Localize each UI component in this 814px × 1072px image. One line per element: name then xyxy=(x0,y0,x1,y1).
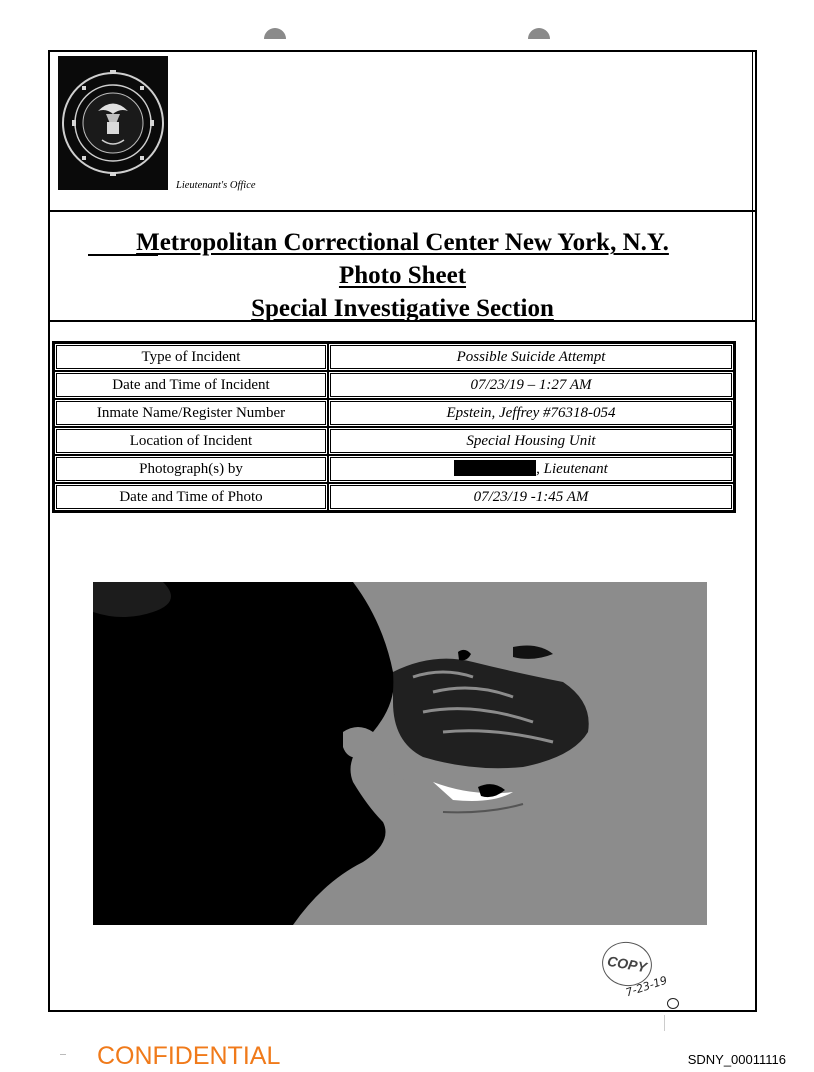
scan-mark xyxy=(664,1015,665,1031)
table-row xyxy=(54,483,734,511)
table-row xyxy=(54,455,734,483)
copy-stamp: COPY xyxy=(599,938,656,990)
row-value: Possible Suicide Attempt xyxy=(328,343,734,371)
row-value: Epstein, Jeffrey #76318-054 xyxy=(328,399,734,427)
row-label: Location of Incident xyxy=(54,427,328,455)
row-label: Date and Time of Photo xyxy=(54,483,328,511)
row-value: 07/23/19 -1:45 AM xyxy=(328,483,734,511)
row-label: Type of Incident xyxy=(54,343,328,371)
table-row xyxy=(54,343,734,371)
bates-number: SDNY_00011116 xyxy=(687,1052,786,1067)
redaction-bar xyxy=(454,460,536,476)
facility-title: Metropolitan Correctional Center New York, N.Y. xyxy=(136,229,669,256)
photographer-title: , Lieutenant xyxy=(536,461,608,477)
row-value: 07/23/19 – 1:27 AM xyxy=(328,371,734,399)
row-label: Photograph(s) by xyxy=(54,455,328,483)
title-block xyxy=(50,226,755,325)
header-divider xyxy=(50,210,755,212)
handwritten-initials xyxy=(667,998,679,1009)
title-divider xyxy=(50,320,755,322)
incident-photograph xyxy=(93,582,707,925)
incident-info-table xyxy=(52,341,736,513)
punch-hole-right xyxy=(528,28,550,39)
doj-seal-logo xyxy=(58,56,168,190)
handwritten-date: 7-23-19 xyxy=(624,973,669,1000)
row-label: Inmate Name/Register Number xyxy=(54,399,328,427)
row-value-photographer xyxy=(328,455,734,483)
sheet-title: Photo Sheet xyxy=(338,262,467,289)
table-row xyxy=(54,371,734,399)
table-row xyxy=(54,427,734,455)
table-row xyxy=(54,399,734,427)
row-label: Date and Time of Incident xyxy=(54,371,328,399)
row-value: Special Housing Unit xyxy=(328,427,734,455)
scan-mark xyxy=(60,1054,66,1055)
punch-hole-left xyxy=(264,28,286,39)
section-title: Special Investigative Section xyxy=(251,295,554,322)
confidential-label: CONFIDENTIAL xyxy=(97,1042,281,1070)
office-label: Lieutenant's Office xyxy=(176,180,256,191)
